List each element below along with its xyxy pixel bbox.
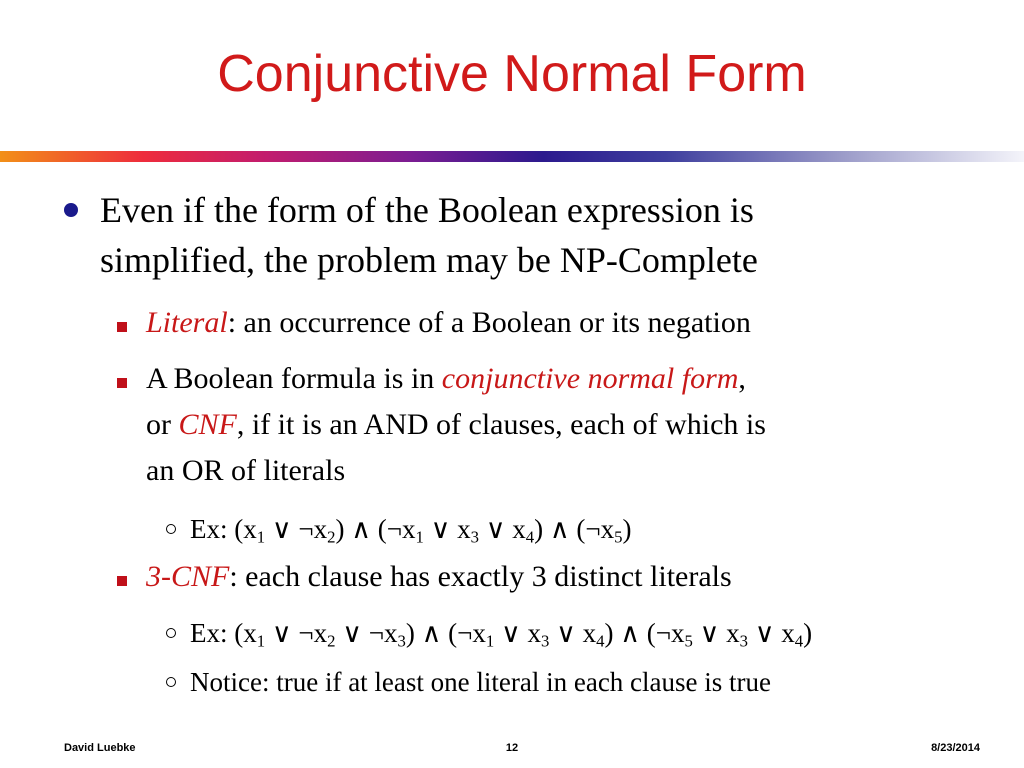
subscript: 3 bbox=[470, 527, 479, 547]
subscript: 5 bbox=[684, 631, 693, 651]
hollow-circle-bullet-icon bbox=[166, 524, 176, 534]
subscript: 3 bbox=[397, 631, 406, 651]
formula-text: ) ∧ (¬x bbox=[534, 514, 615, 544]
formula-text: ∨ x bbox=[748, 618, 795, 648]
definition-text: : an occurrence of a Boolean or its negation bbox=[227, 306, 751, 339]
term-cnf: CNF bbox=[178, 408, 237, 441]
subscript: 1 bbox=[256, 631, 266, 651]
3cnf-example bbox=[190, 613, 990, 653]
formula-text: Ex: (x bbox=[190, 514, 257, 544]
term-3-cnf: 3-CNF bbox=[146, 560, 230, 593]
slide-title: Conjunctive Normal Form bbox=[217, 45, 807, 103]
formula-text: ∨ x bbox=[494, 618, 541, 648]
hollow-circle-bullet-icon bbox=[166, 677, 176, 687]
definition-text: , bbox=[738, 362, 746, 395]
subscript: 1 bbox=[485, 631, 495, 651]
formula-text: ∨ x bbox=[423, 514, 471, 544]
subscript: 4 bbox=[794, 631, 804, 651]
definition-text: A Boolean formula is in bbox=[146, 362, 442, 395]
footer-date: 8/23/2014 bbox=[931, 742, 980, 754]
bullet-text-line: Even if the form of the Boolean expression is bbox=[100, 190, 754, 230]
formula-text: ) ∧ (¬x bbox=[405, 618, 486, 648]
subscript: 1 bbox=[256, 527, 266, 547]
subscript: 2 bbox=[327, 631, 336, 651]
subscript: 4 bbox=[525, 527, 535, 547]
cnf-example bbox=[190, 509, 990, 549]
formula-text: ) bbox=[622, 514, 632, 544]
formula-text: ∨ x bbox=[692, 618, 740, 648]
footer-author: David Luebke bbox=[64, 742, 136, 754]
definition-text: , if it is an AND of clauses, each of which is bbox=[236, 408, 766, 441]
definition-line: an OR of literals bbox=[146, 454, 346, 487]
definition-line bbox=[146, 356, 996, 402]
formula-text: ∨ ¬x bbox=[265, 618, 328, 648]
formula-text: ) ∧ (¬x bbox=[604, 618, 685, 648]
term-conjunctive-normal-form: conjunctive normal form bbox=[441, 362, 739, 395]
formula-text: ∨ x bbox=[549, 618, 597, 648]
subscript: 2 bbox=[327, 527, 336, 547]
bullet-literal-definition bbox=[146, 300, 996, 346]
hollow-circle-bullet-icon bbox=[166, 628, 176, 638]
subscript: 4 bbox=[596, 631, 605, 651]
definition-text: or bbox=[146, 408, 179, 441]
formula-text: ∨ ¬x bbox=[335, 618, 398, 648]
bullet-cnf-definition bbox=[146, 356, 996, 494]
subscript: 1 bbox=[415, 527, 424, 547]
filled-square-bullet-icon bbox=[117, 576, 127, 586]
formula-text: Ex: (x bbox=[190, 618, 257, 648]
formula-text: ) bbox=[803, 618, 813, 648]
filled-square-bullet-icon bbox=[117, 378, 127, 388]
formula-text: ∨ x bbox=[479, 514, 526, 544]
formula-text: ) ∧ (¬x bbox=[335, 514, 416, 544]
filled-square-bullet-icon bbox=[117, 322, 127, 332]
subscript: 3 bbox=[541, 631, 550, 651]
filled-circle-bullet-icon bbox=[64, 203, 78, 217]
bullet-np-complete bbox=[100, 185, 980, 285]
subscript: 5 bbox=[614, 527, 623, 547]
bullet-text-line: simplified, the problem may be NP-Complete bbox=[100, 240, 758, 280]
term-literal: Literal bbox=[146, 306, 228, 339]
definition-line bbox=[146, 402, 996, 448]
bullet-3cnf-definition bbox=[146, 554, 996, 600]
subscript: 3 bbox=[739, 631, 749, 651]
footer-page-number: 12 bbox=[505, 742, 519, 754]
definition-text: : each clause has exactly 3 distinct literals bbox=[229, 560, 732, 593]
notice-note: Notice: true if at least one literal in each clause is true bbox=[190, 667, 772, 697]
formula-text: ∨ ¬x bbox=[265, 514, 328, 544]
